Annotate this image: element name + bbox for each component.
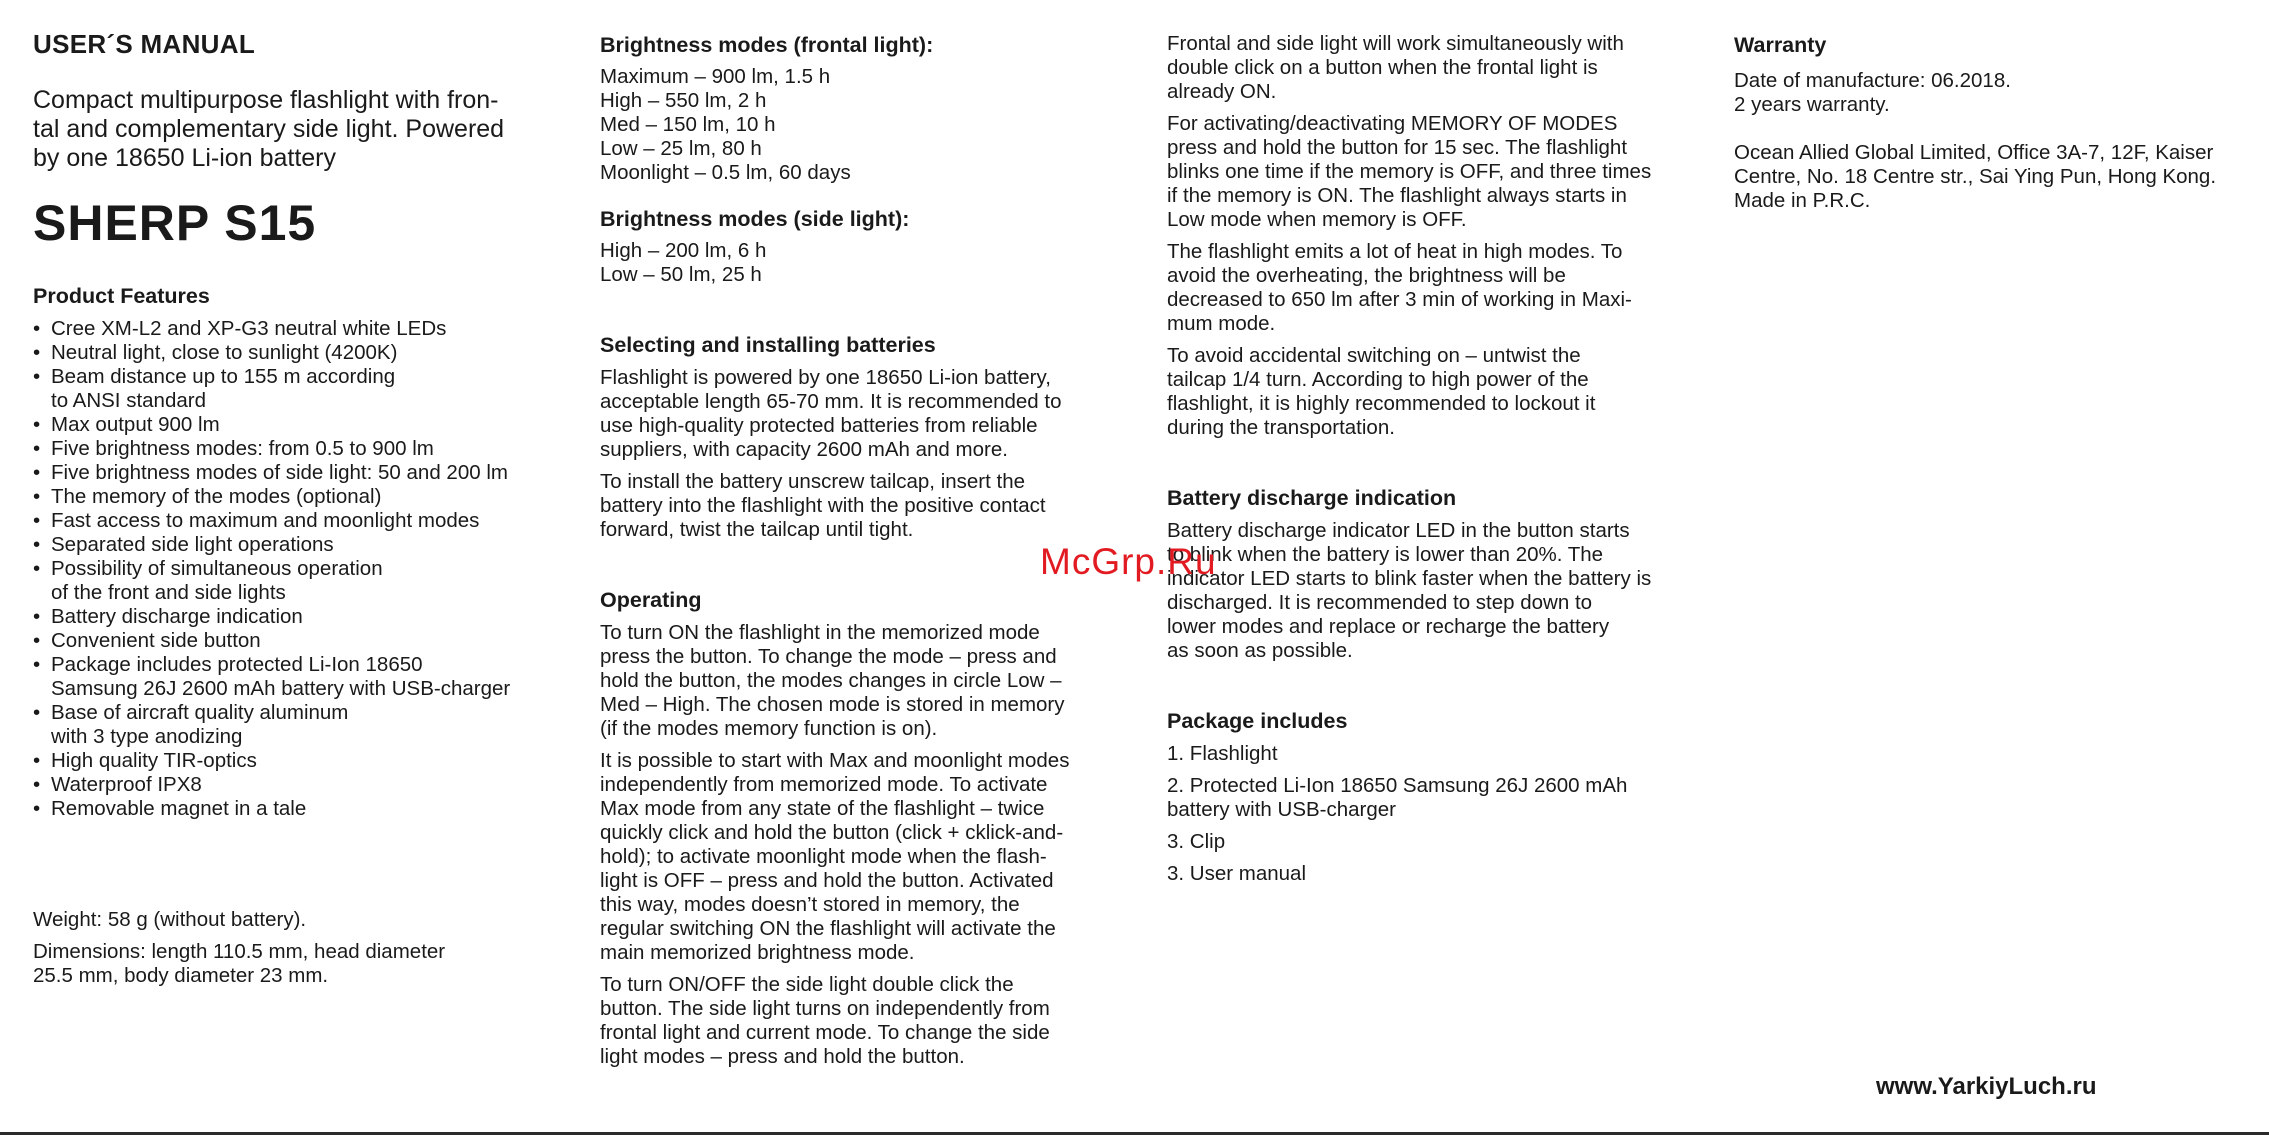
frontal-modes-title: Brightness modes (frontal light): [600, 33, 934, 57]
feature-item: • Package includes protected Li-Ion 18650 Samsung 26J 2600 mAh battery with USB-charger [33, 653, 553, 701]
feature-item: • Five brightness modes of side light: 50 and 200 lm [33, 461, 553, 485]
features-title: Product Features [33, 284, 210, 308]
column-warranty [1734, 28, 2244, 213]
column-intro [33, 28, 553, 988]
operating-title: Operating [600, 588, 702, 612]
discharge-paragraph: Battery discharge indicator LED in the button starts to blink when the battery is lower than 20%. The indicator LED starts to blink faster when the battery is discharged. It is recommended to step down to lower modes and replace or recharge the battery as soon as possible. [1167, 519, 1652, 662]
discharge-title: Battery discharge indication [1167, 486, 1457, 510]
package-list [1167, 742, 1687, 886]
website-url: www.YarkiyLuch.ru [1876, 1073, 2097, 1100]
package-item: 3. User manual [1167, 862, 1307, 885]
side-modes-list: High – 200 lm, 6 h Low – 50 lm, 25 h [600, 239, 767, 286]
warranty-text: Date of manufacture: 06.2018. 2 years warranty. [1734, 69, 2011, 116]
side-modes-title: Brightness modes (side light): [600, 207, 910, 231]
feature-item: • Neutral light, close to sunlight (4200K) [33, 341, 553, 365]
weight-text: Weight: 58 g (without battery). [33, 908, 307, 931]
feature-item: • Five brightness modes: from 0.5 to 900 lm [33, 437, 553, 461]
package-item: 3. Clip [1167, 830, 1226, 853]
package-title: Package includes [1167, 709, 1348, 733]
column-operation [1167, 28, 1687, 886]
manual-header: USER´S MANUAL [33, 29, 256, 59]
feature-item: • Separated side light operations [33, 533, 553, 557]
operating-paragraph-1: To turn ON the flashlight in the memorized mode press the button. To change the mode – press and hold the button, the modes changes in circle Low – Med – High. The chosen mode is stored in memory (if the modes memory function is on). [600, 621, 1065, 740]
feature-item: • Max output 900 lm [33, 413, 553, 437]
dimensions-text: Dimensions: length 110.5 mm, head diameter 25.5 mm, body diameter 23 mm. [33, 940, 446, 987]
memory-paragraph: For activating/deactivating MEMORY OF MODES press and hold the button for 15 sec. The flashlight blinks one time if the memory is OFF, and three times if the memory is ON. The flashlight always starts in Low mode when memory is OFF. [1167, 112, 1652, 231]
feature-item: • Convenient side button [33, 629, 553, 653]
package-item: 1. Flashlight [1167, 742, 1278, 765]
lockout-paragraph: To avoid accidental switching on – untwist the tailcap 1/4 turn. According to high power of the flashlight, it is highly recommended to lockout it during the transportation. [1167, 344, 1596, 439]
feature-item: • The memory of the modes (optional) [33, 485, 553, 509]
frontal-modes-list: Maximum – 900 lm, 1.5 h High – 550 lm, 2 h Med – 150 lm, 10 h Low – 25 lm, 80 h Moonlight – 0.5 lm, 60 days [600, 65, 851, 184]
feature-item: • Fast access to maximum and moonlight modes [33, 509, 553, 533]
simultaneous-paragraph: Frontal and side light will work simultaneously with double click on a button when the frontal light is already ON. [1167, 32, 1624, 103]
watermark-text: McGrp.Ru [1040, 541, 1217, 582]
operating-paragraph-3: To turn ON/OFF the side light double click the button. The side light turns on independently from frontal light and current mode. To change the side light modes – press and hold the button. [600, 973, 1050, 1068]
warranty-title: Warranty [1734, 33, 1827, 57]
batteries-paragraph-2: To install the battery unscrew tailcap, insert the battery into the flashlight with the positive contact forward, twist the tailcap until tight. [600, 470, 1046, 541]
feature-item: • Removable magnet in a tale [33, 797, 553, 821]
manufacturer-address: Ocean Allied Global Limited, Office 3A-7, 12F, Kaiser Centre, No. 18 Centre str., Sai Ying Pun, Hong Kong. Made in P.R.C. [1734, 141, 2217, 212]
feature-item: • Cree XM-L2 and XP-G3 neutral white LEDs [33, 317, 553, 341]
feature-item: • Base of aircraft quality aluminum with 3 type anodizing [33, 701, 553, 749]
batteries-paragraph-1: Flashlight is powered by one 18650 Li-ion battery, acceptable length 65-70 mm. It is recommended to use high-quality protected batteries from reliable suppliers, with capacity 2600 mAh and more. [600, 366, 1062, 461]
feature-item: • Beam distance up to 155 m according to ANSI standard [33, 365, 553, 413]
feature-item: • Waterproof IPX8 [33, 773, 553, 797]
operating-paragraph-2: It is possible to start with Max and moonlight modes independently from memorized mode. To activate Max mode from any state of the flashlight – twice quickly click and hold the button (click + cklick-and- hold); to activate moonlight mode when the flash- light is OFF – press and hold the button. Activated this way, modes doesn’t stored in memory, the regular switching ON the flashlight will activate the main memorized brightness mode. [600, 749, 1070, 964]
package-item: 2. Protected Li-Ion 18650 Samsung 26J 2600 mAh battery with USB-charger [1167, 774, 1628, 821]
feature-item: • Possibility of simultaneous operation of the front and side lights [33, 557, 553, 605]
features-list [33, 317, 553, 821]
heat-paragraph: The flashlight emits a lot of heat in high modes. To avoid the overheating, the brightness will be decreased to 650 lm after 3 min of working in Maxi- mum mode. [1167, 240, 1632, 335]
product-subtitle: Compact multipurpose flashlight with fron- tal and complementary side light. Powered by one 18650 Li-ion battery [33, 86, 505, 172]
batteries-title: Selecting and installing batteries [600, 333, 936, 357]
model-name: SHERP S15 [33, 195, 317, 251]
feature-item: • Battery discharge indication [33, 605, 553, 629]
feature-item: • High quality TIR-optics [33, 749, 553, 773]
